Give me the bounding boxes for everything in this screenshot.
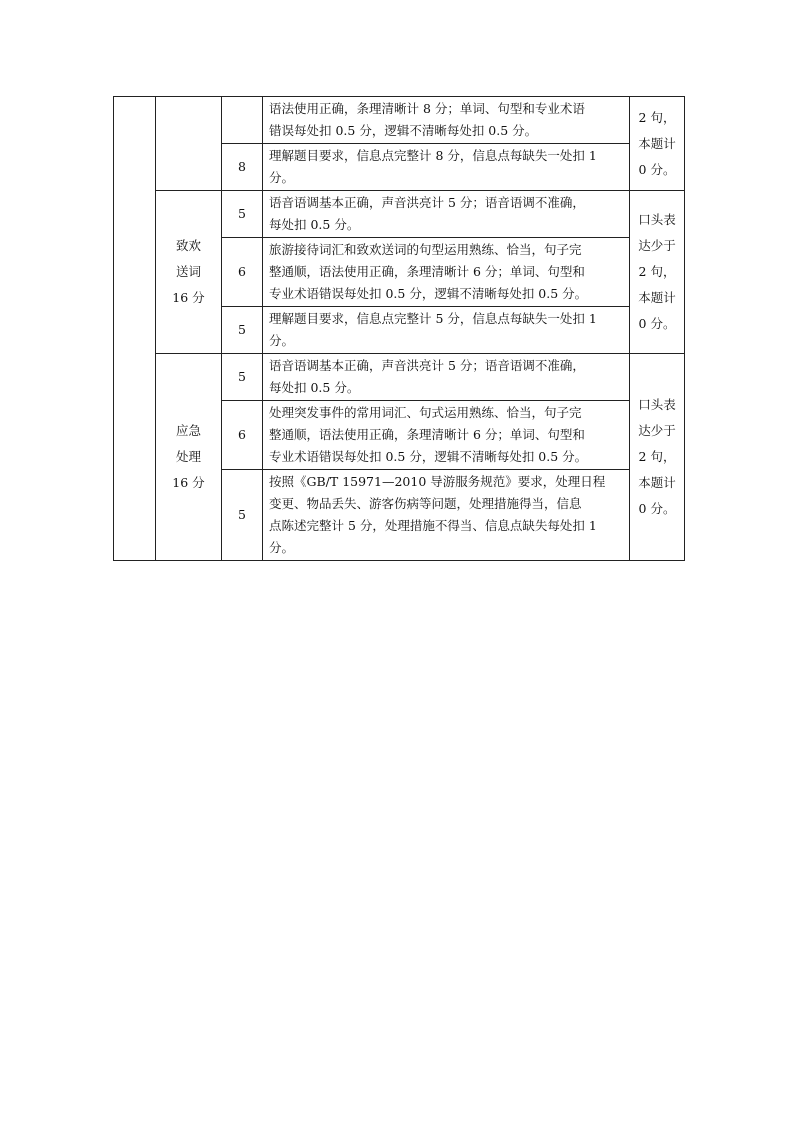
note-line: 0 分。 bbox=[638, 316, 676, 331]
note-line: 本题计 bbox=[638, 135, 676, 151]
category-line: 16 分 bbox=[172, 290, 205, 305]
criteria-line: 分。 bbox=[269, 333, 295, 348]
note-line: 0 分。 bbox=[638, 501, 676, 516]
criteria-cell bbox=[263, 191, 630, 238]
score-cell bbox=[222, 97, 263, 144]
category-emergency-handling bbox=[156, 354, 222, 561]
criteria-cell bbox=[263, 354, 630, 401]
category-line: 送词 bbox=[175, 264, 201, 279]
score-cell: 6 bbox=[222, 238, 263, 307]
outer-category-cell bbox=[114, 97, 156, 561]
note-line: 口头表 bbox=[638, 397, 676, 412]
criteria-line: 处理突发事件的常用词汇、句式运用熟练、恰当，句子完 bbox=[269, 405, 582, 420]
note-line: 2 句， bbox=[638, 449, 676, 464]
criteria-line: 专业术语错误每处扣 0.5 分，逻辑不清晰每处扣 0.5 分。 bbox=[269, 286, 588, 301]
criteria-line: 每处扣 0.5 分。 bbox=[269, 380, 360, 395]
score-cell: 6 bbox=[222, 401, 263, 470]
category-line: 应急 bbox=[175, 423, 201, 438]
criteria-line: 每处扣 0.5 分。 bbox=[269, 217, 360, 232]
criteria-cell bbox=[263, 144, 630, 191]
note-line: 0 分。 bbox=[638, 161, 676, 177]
note-line: 达少于 bbox=[638, 423, 676, 438]
note-line: 本题计 bbox=[638, 290, 676, 305]
score-cell: 5 bbox=[222, 354, 263, 401]
note-cell bbox=[630, 97, 685, 191]
criteria-cell bbox=[263, 401, 630, 470]
table-row bbox=[114, 191, 685, 238]
criteria-line: 整通顺，语法使用正确，条理清晰计 6 分；单词、句型和 bbox=[269, 264, 585, 279]
score-cell: 5 bbox=[222, 307, 263, 354]
criteria-cell bbox=[263, 97, 630, 144]
score-cell: 5 bbox=[222, 191, 263, 238]
category-line: 16 分 bbox=[172, 475, 205, 490]
criteria-cell bbox=[263, 470, 630, 561]
criteria-line: 分。 bbox=[269, 540, 295, 555]
score-cell: 8 bbox=[222, 144, 263, 191]
criteria-line: 整通顺，语法使用正确，条理清晰计 6 分；单词、句型和 bbox=[269, 427, 585, 442]
note-line: 2 句， bbox=[638, 264, 676, 279]
criteria-cell bbox=[263, 238, 630, 307]
category-line: 致欢 bbox=[175, 238, 201, 253]
table-row bbox=[114, 354, 685, 401]
note-line: 2 句， bbox=[638, 109, 676, 125]
criteria-line: 按照《GB/T 15971—2010 导游服务规范》要求，处理日程 bbox=[269, 474, 606, 489]
criteria-line: 分。 bbox=[269, 170, 295, 185]
scoring-rubric-table bbox=[113, 96, 685, 561]
criteria-line: 理解题目要求，信息点完整计 8 分，信息点每缺失一处扣 1 bbox=[269, 148, 597, 163]
note-line: 口头表 bbox=[638, 212, 676, 227]
category-line: 处理 bbox=[175, 449, 201, 464]
criteria-line: 点陈述完整计 5 分，处理措施不得当、信息点缺失每处扣 1 bbox=[269, 518, 597, 533]
note-line: 本题计 bbox=[638, 475, 676, 490]
criteria-line: 旅游接待词汇和致欢送词的句型运用熟练、恰当，句子完 bbox=[269, 242, 582, 257]
criteria-line: 语音语调基本正确，声音洪亮计 5 分；语音语调不准确， bbox=[269, 358, 585, 373]
criteria-line: 变更、物品丢失、游客伤病等问题，处理措施得当，信息 bbox=[269, 496, 582, 511]
criteria-line: 语法使用正确，条理清晰计 8 分；单词、句型和专业术语 bbox=[269, 101, 585, 116]
score-cell: 5 bbox=[222, 470, 263, 561]
criteria-line: 专业术语错误每处扣 0.5 分，逻辑不清晰每处扣 0.5 分。 bbox=[269, 449, 588, 464]
criteria-line: 语音语调基本正确，声音洪亮计 5 分；语音语调不准确， bbox=[269, 195, 585, 210]
prev-category-cell bbox=[156, 97, 222, 191]
note-line: 达少于 bbox=[638, 238, 676, 253]
note-cell bbox=[630, 191, 685, 354]
criteria-cell bbox=[263, 307, 630, 354]
category-farewell-speech bbox=[156, 191, 222, 354]
criteria-line: 错误每处扣 0.5 分，逻辑不清晰每处扣 0.5 分。 bbox=[269, 123, 538, 138]
note-cell bbox=[630, 354, 685, 561]
table-row bbox=[114, 97, 685, 144]
criteria-line: 理解题目要求，信息点完整计 5 分，信息点每缺失一处扣 1 bbox=[269, 311, 597, 326]
